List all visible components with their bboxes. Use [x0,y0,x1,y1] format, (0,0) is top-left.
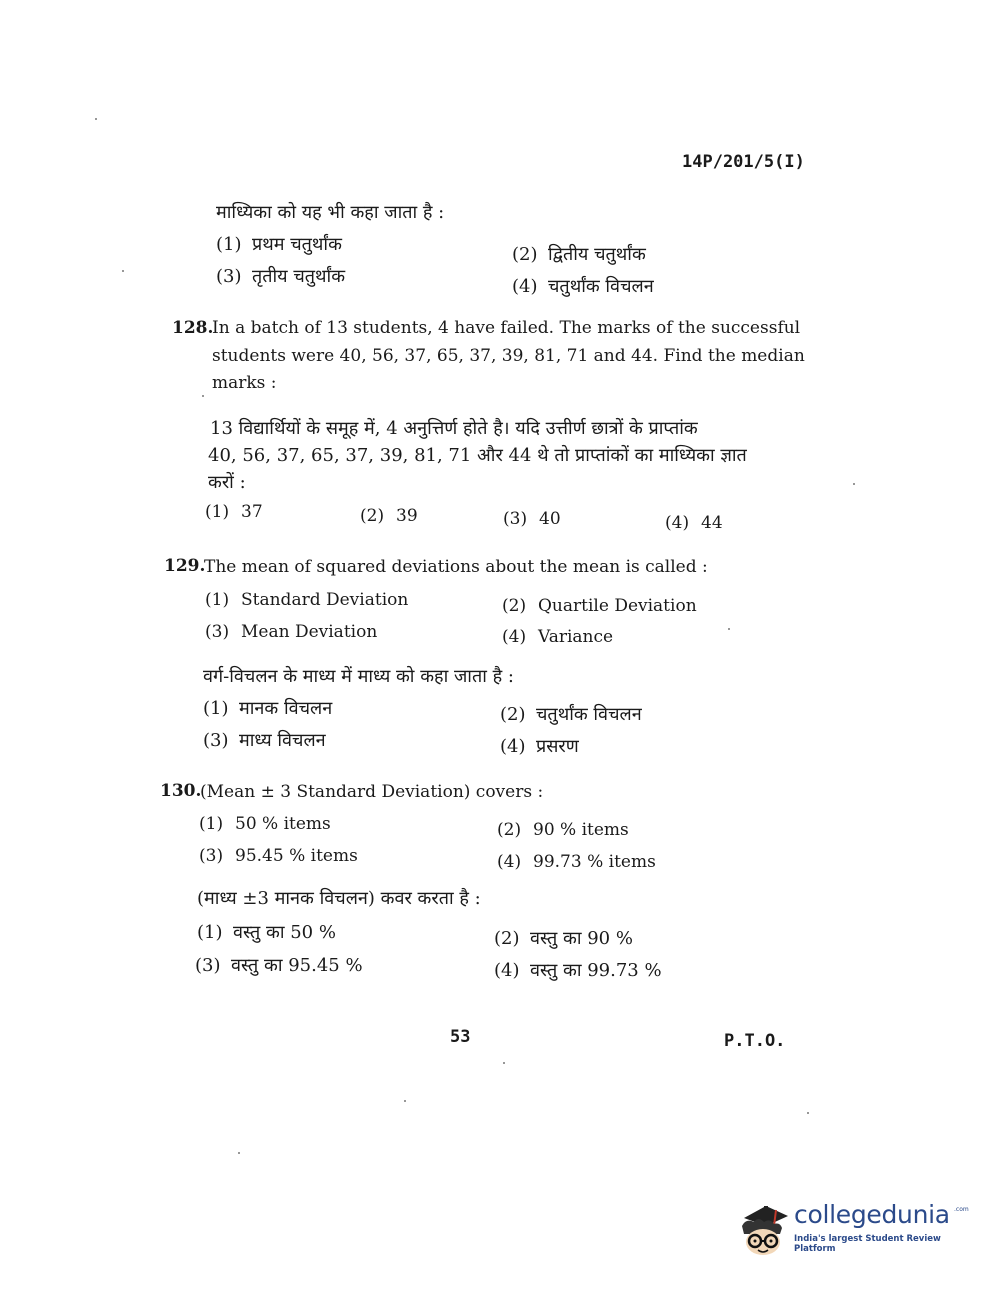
logo-tagline: India's largest Student Review Platform [794,1234,941,1254]
q127-option-3: (3) तृतीय चतुर्थांक [216,266,346,287]
scan-speck [238,1152,240,1154]
page-number: 53 [450,1027,471,1047]
scan-speck [807,1112,809,1114]
q128-english-line-3: marks : [212,373,277,393]
q130-option-en-1: (1) 50 % items [199,814,331,834]
q129-option-hi-3: (3) माध्य विचलन [203,730,326,751]
q130-option-en-3: (3) 95.45 % items [199,846,358,866]
q130-option-hi-3: (3) वस्तु का 95.45 % [195,955,363,976]
q130-number: 130. [160,781,202,801]
collegedunia-logo [736,1196,969,1260]
q128-hindi-line-3: करों : [208,472,246,493]
q129-option-en-4: (4) Variance [502,627,614,647]
q129-number: 129. [164,556,206,576]
q129-option-en-2: (2) Quartile Deviation [502,596,697,616]
q129-option-hi-4: (4) प्रसरण [500,736,579,757]
logo-wordmark: collegedunia [794,1200,950,1229]
q127-option-4: (4) चतुर्थांक विचलन [512,276,654,297]
q130-option-en-2: (2) 90 % items [497,820,629,840]
q128-option-2: (2) 39 [360,506,418,526]
q127-hindi-stem: माध्यिका को यह भी कहा जाता है : [216,202,445,223]
scan-speck [95,118,97,120]
q128-number: 128. [172,318,214,338]
q130-option-hi-2: (2) वस्तु का 90 % [494,928,633,949]
q128-english-line-1: In a batch of 13 students, 4 have failed. The marks of the successful [212,318,801,338]
logo-suffix: .com [954,1206,969,1213]
q129-option-en-1: (1) Standard Deviation [205,590,409,610]
scan-speck [503,1062,505,1064]
q129-hindi-stem: वर्ग-विचलन के माध्य में माध्य को कहा जाता है : [203,666,514,687]
q128-option-4: (4) 44 [665,513,723,533]
paper-code: 14P/201/5(I) [682,152,805,172]
scan-speck [202,395,204,397]
q130-option-hi-4: (4) वस्तु का 99.73 % [494,960,662,981]
q129-english-stem: The mean of squared deviations about the mean is called : [204,557,708,577]
pto-label: P.T.O. [724,1031,786,1051]
q127-option-2: (2) द्वितीय चतुर्थांक [512,244,646,265]
q129-option-hi-1: (1) मानक विचलन [203,698,333,719]
q128-option-3: (3) 40 [503,509,561,529]
q128-hindi-line-2: 40, 56, 37, 65, 37, 39, 81, 71 और 44 थे तो प्राप्तांकों का माध्यिका ज्ञात [208,445,747,466]
q130-hindi-stem: (माध्य ±3 मानक विचलन) कवर करता है : [197,888,481,909]
q130-option-hi-1: (1) वस्तु का 50 % [197,922,336,943]
q128-option-1: (1) 37 [205,502,263,522]
q128-hindi-line-1: 13 विद्यार्थियों के समूह में, 4 अनुत्तिर्ण होते है। यदि उत्तीर्ण छात्रों के प्राप्तांक [210,418,698,439]
q130-option-en-4: (4) 99.73 % items [497,852,656,872]
scan-speck [853,483,855,485]
scan-speck [404,1100,406,1102]
scan-speck [122,270,124,272]
q127-option-1: (1) प्रथम चतुर्थांक [216,234,342,255]
q128-english-line-2: students were 40, 56, 37, 65, 37, 39, 81, 71 and 44. Find the median [212,346,805,366]
scan-speck [728,628,730,630]
student-mascot-icon [736,1196,792,1260]
q130-english-stem: (Mean ± 3 Standard Deviation) covers : [200,782,544,802]
q129-option-en-3: (3) Mean Deviation [205,622,378,642]
q129-option-hi-2: (2) चतुर्थांक विचलन [500,704,642,725]
